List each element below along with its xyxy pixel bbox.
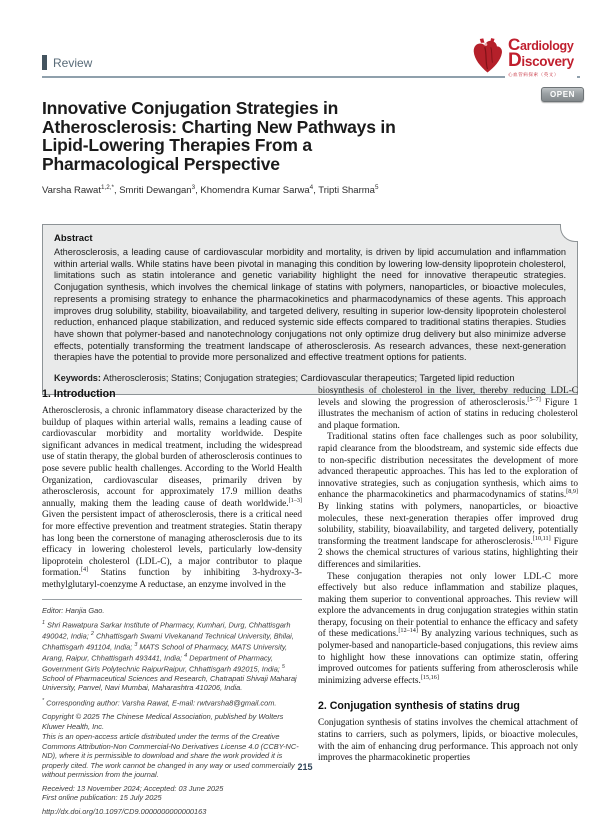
body-paragraph: Conjugation synthesis of statins involves the chemical attachment of statins to carriers, such as polymers, lipids, or bioactive molecules, with the aim of enhancing drug performance. This approach not only improves the pharmacokinetic properties [318,718,578,764]
left-column [42,386,302,821]
journal-logo [471,35,577,81]
article-type-header [42,55,92,70]
license-note: This is an open-access article distributed under the terms of the Creative Commons Attribution-Non Commercial-No Derivatives License 4.0 (CCBY-NC-ND), where it is permissible to download and share the work provided it is properly cited. The work cannot be changed in any way or used commercially without permission from the journal. [42,732,299,779]
first-online-date: First online publication: 15 July 2025 [42,793,162,803]
section-heading-conjugation: 2. Conjugation synthesis of statins drug [318,700,520,713]
article-body [42,386,578,821]
body-paragraph: These conjugation therapies not only lower LDL-C more effectively but also reduce inflammation and stabilize plaques, making them superior to conventional approaches. This review will explore the advancements in drug conjugation strategies within statin therapy, focusing on their potential to enhance the efficacy and safety of these medications.[12–14] By analyzing various techniques, such as polymer-based and nanoparticle-based conjugations, this review aims to highlight how these innovations can optimize statin, offering improved outcomes for patients suffering from atherosclerosis while minimizing adverse effects.[15,16] [318,571,579,686]
journal-name-line1: Cardiology [508,35,574,54]
right-column [318,386,578,821]
section-heading-introduction: 1. Introduction [42,388,116,400]
copyright-note: Copyright © 2025 The Chinese Medical Association, published by Wolters Kluwer Health, Inc. [42,712,284,731]
keywords-label: Keywords: [54,373,101,384]
journal-name-chinese: 心血管病探索（英文） [508,71,559,77]
received-dates: Received: 13 November 2024; Accepted: 03 June 2025 [42,783,224,793]
abstract-text: Atherosclerosis, a leading cause of cardiovascular morbidity and mortality, is driven by lipid accumulation and inflammation within arterial walls. While statins have been pivotal in managing this condition by lowering low-density lipoprotein cholesterol, limitations such as statin intolerance and genetic variability highlight the need for innovative therapeutic strategies. Conjugation synthesis, which involves the chemical linkage of statins with polymers, nanoparticles, or bioactive molecules, represents a promising strategy to enhance the pharmacokinetics and pharmacodynamics of these agents. This approach improves drug solubility, stability, bioavailability, and targeted delivery, resulting in superior low-density lipoprotein cholesterol reduction, enhanced plaque stabilization, and reduced systemic side effects compared to traditional statins therapies. Studies have shown that polymer-based and nanotechnology conjugations not only optimize drug delivery but also minimize adverse effects, potentially transforming the treatment landscape of atherosclerosis. As research advances, these next-generation therapies have the potential to provide more personalized and effective treatment options for patients. [54,247,566,363]
keywords-text: Atherosclerosis; Statins; Conjugation strategies; Cardiovascular therapeutics; Targeted lipid reduction [100,373,515,384]
heart-icon [471,35,504,77]
header-tick-bar [42,55,47,70]
title-line: Atherosclerosis: Charting New Pathways in [42,116,396,137]
intro-paragraph: Atherosclerosis, a chronic inflammatory disease characterized by the buildup of plaques within arterial walls, remains a leading cause of cardiovascular morbidity and mortality worldwide. Despite significant advances in medical treatment, including the widespread use of statin therapy, the global burden of atherosclerosis continues to pose severe public health challenges. According to the World Health Organization, cardiovascular diseases, primarily driven by atherosclerosis, account for approximately 17.9 million deaths annually, making them the leading cause of death worldwide.[1–3] Given the persistent impact of atherosclerosis, there is a critical need for more effective prevention and treatment strategies. Statin therapy has long been the cornerstone of managing atherosclerosis due to its efficacy in lowering cholesterol levels, particularly low-density lipoprotein cholesterol (LDL-C), a major contributor to plaque formation.[4] Statins function by inhibiting 3-hydroxy-3-methylglutaryl-coenzyme A reductase, an enzyme involved in the [42,406,302,590]
doi-link[interactable]: http://dx.doi.org/10.1097/CD9.0000000000000163 [42,807,207,817]
open-access-badge[interactable]: OPEN [541,87,584,102]
title-line: Pharmacological Perspective [42,153,280,174]
page-title [42,99,547,173]
author-list: Varsha Rawat$^{1,2,*}$, Smriti Dewangan$^3$, Khomendra Kumar Sarwa$^4$, Tripti Sharma$^5$ [42,184,379,197]
journal-name-line2: Discovery [508,50,574,72]
article-type-label: Review [53,55,93,70]
corresponding-author-note[interactable]: * Corresponding author: Varsha Rawat, E-mail: rwtvarsha8@gmail.com. [42,698,277,708]
title-line: Innovative Conjugation Strategies in [42,98,339,118]
abstract-box [42,224,578,395]
keywords-line [54,373,566,385]
abstract-heading: Abstract [54,233,93,244]
affiliations-note: $^1$ Shri Rawatpura Sarkar Institute of Pharmacy, Kumhari, Durg, Chhattisgarh 490042, India; $^2$ Chhattisgarh Swami Vivekanand Technical University, Bhilai, Chhattisgarh 491104, India; $^3$ MATS School of Pharmacy, MATS University, Arang, Raipur, Chhattisgarh 493441, India; $^4$ Department of Pharmacy, Government Girls Polytechnic RaipurRaipur, Chhattisgarh 492015, India; $^5$ School of Pharmaceutical Sciences and Research, Chatrapati Shivaji Maharaj University, Panvel, Navi Mumbai, Maharashtra 410206, India. [42,620,297,693]
footnotes [42,599,302,817]
journal-name [505,35,577,81]
page-number: 215 [297,762,313,772]
title-line: Lipid-Lowering Therapies From a [42,135,312,156]
body-paragraph: Traditional statins often face challenges such as poor solubility, rapid clearance from the bloodstream, and systemic side effects due to non-specific distribution necessitates the development of more advanced therapeutic approaches. This has led to the exploration of innovative strategies, such as conjugation synthesis, which aims to enhance the pharmacokinetics and pharmacodynamics of statins.[8,9] By linking statins with polymers, nanoparticles, or bioactive molecules, these next-generation therapies offer improved drug solubility, stability, bioavailability, and targeted delivery, potentially transforming the treatment landscape for atherosclerosis.[10,11] Figure 2 shows the chemical structures of various statins, highlighting their differences and similarities. [318,432,578,570]
editor-note: Editor: Hanjia Gao. [42,605,105,615]
body-paragraph: biosynthesis of cholesterol in the liver, thereby reducing LDL-C levels and slowing the progression of atherosclerosis.[5–7] Figure 1 illustrates the mechanism of action of statins in reducing cholesterol and plaque formation. [318,386,578,431]
